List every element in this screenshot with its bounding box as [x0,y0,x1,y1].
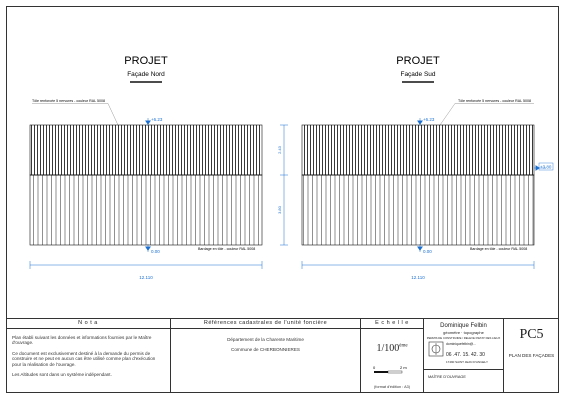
facade-nord-cladding-note: Bardage en tôle - couleur RAL 5008 [198,247,256,251]
facade-sud-roof-panel [302,125,534,175]
facade-sud-roof-note: Tôle renforcée 5 nervures - couleur RAL 5008 [458,99,531,103]
facade-sud [302,55,553,280]
scale-value [361,343,423,354]
scale-header: E c h e l l e [361,319,423,329]
facade-nord-level-base: 0.00 [151,249,160,254]
facade-nord-roof-panel [30,125,262,175]
facade-nord-title: PROJET [124,55,168,67]
facade-nord-subtitle: Façade Nord [127,71,165,78]
cadastral-cell [171,319,361,393]
office-address: 17490 SAINT JEAN D'ANGELY [446,360,488,364]
facade-nord [30,55,288,280]
scale-cell [361,319,424,393]
facade-nord-cladding-panel [30,175,262,245]
facade-nord-dim-lower: 3.80 [277,206,282,214]
scale-bar [361,363,424,383]
office-phone: 06 .47. 15. 42. 30 [446,352,485,358]
plan-code: PC5 [519,327,544,342]
nota-cell [6,319,171,393]
facade-nord-level-top: +6.23 [151,117,163,122]
facade-sud-cladding-panel [302,175,534,245]
scale-bar-end: 2 m [400,365,407,370]
facade-sud-level-base: 0.00 [423,249,432,254]
facade-sud-subtitle: Façade Sud [400,71,436,78]
plan-cell [504,319,559,393]
scale-value-exponent: ème [399,343,408,349]
facade-sud-level-mid: +3.80 [540,164,552,170]
office-email: dominiquefelbin@... [446,342,477,346]
nota-text [12,335,162,377]
scale-value-number: 100 [384,343,400,354]
nota-p2: Ce document est exclusivement destiné à la demande du permis de construire et ne peut en aucun cas être utilisé comme plan d'exécution pour la réalisation de l'ouvrage. [12,350,156,367]
office-role: géomètre · topographe [443,330,484,335]
office-line1: PERMIS DE CONSTRUIRE / RELEVE D'ETAT DES LIEUX [426,336,501,340]
facade-sud-dim-width: 12.110 [411,275,425,280]
office-name: Dominique Felbin [440,323,487,329]
facade-nord-dim-width: 12.110 [139,275,153,280]
nota-p1: Plan établi suivant les données et informations fournies par le Maître d'ouvrage. [12,335,152,346]
cadastral-header: Références cadastrales de l'unité foncière [171,319,360,329]
office-logo-icon [428,341,444,357]
scale-value-prefix: 1/ [376,343,385,354]
cadastral-line2: Commune de CHERBONNIERES [231,347,300,352]
scale-format: (format d'édition : A3) [374,385,410,389]
nota-header: N o t a [6,319,170,329]
scale-bar-start: 0 [373,365,376,370]
facade-nord-roof-note: Tôle renforcée 5 nervures - couleur RAL 5008 [32,99,105,103]
office-cell [424,319,504,393]
facade-sud-level-top: +6.23 [423,117,435,122]
facade-sud-title: PROJET [396,55,440,67]
owner-label: MAÎTRE D'OUVRAGE [428,375,466,379]
facade-nord-dim-upper: 2.43 [277,146,282,154]
plan-label: PLAN DES FAÇADES [508,353,555,358]
office-block [424,319,503,370]
nota-p3: Les Altitudes sont dans un système indépendant. [12,372,112,378]
title-block [6,318,559,393]
cadastral-line1: Département de la Charente Maritime [227,337,304,342]
facade-sud-cladding-note: Bardage en tôle - couleur RAL 5008 [470,247,528,251]
